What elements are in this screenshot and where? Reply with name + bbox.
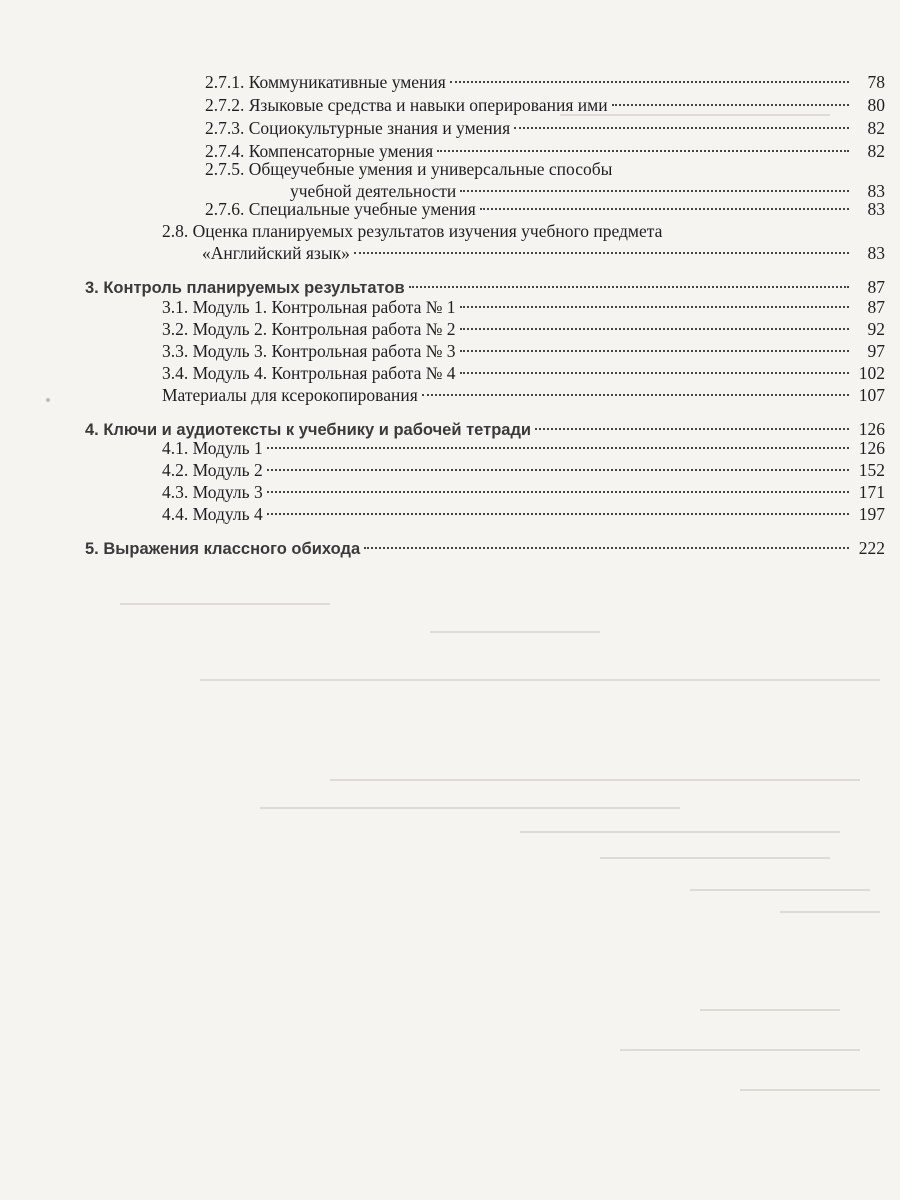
dot-leader	[267, 469, 849, 471]
page-number: 152	[858, 460, 885, 480]
entry-number: 2.7.6.	[205, 199, 245, 219]
entry-number: 2.7.2.	[205, 95, 245, 115]
dot-leader	[409, 286, 849, 288]
entry-title: Модуль 2. Контрольная работа № 2	[192, 319, 456, 339]
page-number: 83	[867, 243, 885, 263]
dot-leader	[480, 208, 849, 210]
dot-leader	[450, 81, 849, 83]
page-number: 83	[867, 199, 885, 219]
entry-number: 4.4.	[162, 504, 189, 524]
page-number: 92	[867, 319, 885, 339]
toc-entry-4-2[interactable]	[162, 459, 885, 481]
entry-title: Материалы для ксерокопирования	[162, 385, 418, 405]
dot-leader	[267, 491, 849, 493]
toc-entry-4-4[interactable]	[162, 503, 885, 525]
dot-leader	[460, 190, 849, 192]
entry-title: Модуль 3. Контрольная работа № 3	[192, 341, 456, 361]
page-number: 126	[858, 419, 885, 439]
dot-leader	[460, 372, 849, 374]
page-number: 102	[858, 363, 885, 383]
entry-number: 2.8.	[162, 221, 189, 241]
toc-entry-2-7-3[interactable]	[205, 117, 885, 139]
entry-number: 3.1.	[162, 297, 189, 317]
dot-leader	[612, 104, 849, 106]
toc-entry-2-7-1[interactable]	[205, 71, 885, 93]
entry-number: 4.2.	[162, 460, 189, 480]
page-number: 80	[867, 95, 885, 115]
page-number: 97	[867, 341, 885, 361]
dot-leader	[535, 428, 849, 430]
section-number: 5.	[85, 540, 99, 558]
entry-title: Оценка планируемых результатов изучения учебного предмета	[192, 221, 663, 241]
entry-number: 3.4.	[162, 363, 189, 383]
section-title: Контроль планируемых результатов	[103, 279, 405, 297]
page-number: 107	[858, 385, 885, 405]
entry-number: 3.3.	[162, 341, 189, 361]
dot-leader	[437, 150, 849, 152]
section-title: Выражения классного обихода	[103, 540, 361, 558]
entry-title: Модуль 2	[192, 460, 263, 480]
dot-leader	[267, 513, 849, 515]
entry-title: Модуль 4	[192, 504, 263, 524]
toc-entry-2-7-2[interactable]	[205, 94, 885, 116]
page-number: 83	[867, 181, 885, 201]
toc-entry-4-1[interactable]	[162, 437, 885, 459]
toc-section-5[interactable]	[85, 537, 885, 559]
page-number: 78	[867, 72, 885, 92]
entry-title: Модуль 4. Контрольная работа № 4	[192, 363, 456, 383]
dot-leader	[460, 306, 849, 308]
toc-entry-2-7-6[interactable]	[205, 198, 885, 220]
section-number: 3.	[85, 279, 99, 297]
entry-number: 2.7.5.	[205, 159, 245, 179]
page-number: 87	[867, 277, 885, 297]
toc-entry-2-7-5[interactable]	[205, 158, 885, 202]
section-title: Ключи и аудиотексты к учебнику и рабочей тетради	[103, 421, 532, 439]
page-number: 126	[858, 438, 885, 458]
dot-leader	[267, 447, 849, 449]
page-number: 222	[858, 538, 885, 558]
entry-title: Коммуникативные умения	[248, 72, 446, 92]
toc-entry-3-3[interactable]	[162, 340, 885, 362]
entry-title: Модуль 3	[192, 482, 263, 502]
entry-title: Компенсаторные умения	[248, 141, 434, 161]
dot-leader	[364, 547, 849, 549]
dot-leader	[460, 328, 849, 330]
dot-leader	[514, 127, 849, 129]
entry-number: 2.7.1.	[205, 72, 245, 92]
entry-number: 4.3.	[162, 482, 189, 502]
entry-number: 2.7.4.	[205, 141, 245, 161]
entry-title: Общеучебные умения и универсальные способы	[248, 159, 613, 179]
entry-number: 3.2.	[162, 319, 189, 339]
entry-title: Специальные учебные умения	[248, 199, 476, 219]
toc-entry-3-1[interactable]	[162, 296, 885, 318]
dot-leader	[422, 394, 849, 396]
page-number: 82	[867, 141, 885, 161]
page-number: 87	[867, 297, 885, 317]
entry-title: Модуль 1. Контрольная работа № 1	[192, 297, 456, 317]
entry-number: 2.7.3.	[205, 118, 245, 138]
entry-title: Социокультурные знания и умения	[248, 118, 511, 138]
toc-section-3[interactable]	[85, 276, 885, 298]
entry-title: Модуль 1	[192, 438, 263, 458]
entry-number: 4.1.	[162, 438, 189, 458]
toc-entry-2-8[interactable]	[162, 220, 885, 264]
toc-entry-3-2[interactable]	[162, 318, 885, 340]
toc-entry-3-4[interactable]	[162, 362, 885, 384]
entry-title-continued: учебной деятельности	[290, 181, 457, 201]
entry-title: Языковые средства и навыки оперирования ими	[248, 95, 608, 115]
section-number: 4.	[85, 421, 99, 439]
page-number: 197	[858, 504, 885, 524]
page-number: 82	[867, 118, 885, 138]
dot-leader	[354, 252, 849, 254]
toc-entry-4-3[interactable]	[162, 481, 885, 503]
entry-title-continued: «Английский язык»	[202, 243, 350, 263]
toc-entry-photocopy-materials[interactable]	[162, 384, 885, 406]
page-number: 171	[858, 482, 885, 502]
dot-leader	[460, 350, 849, 352]
